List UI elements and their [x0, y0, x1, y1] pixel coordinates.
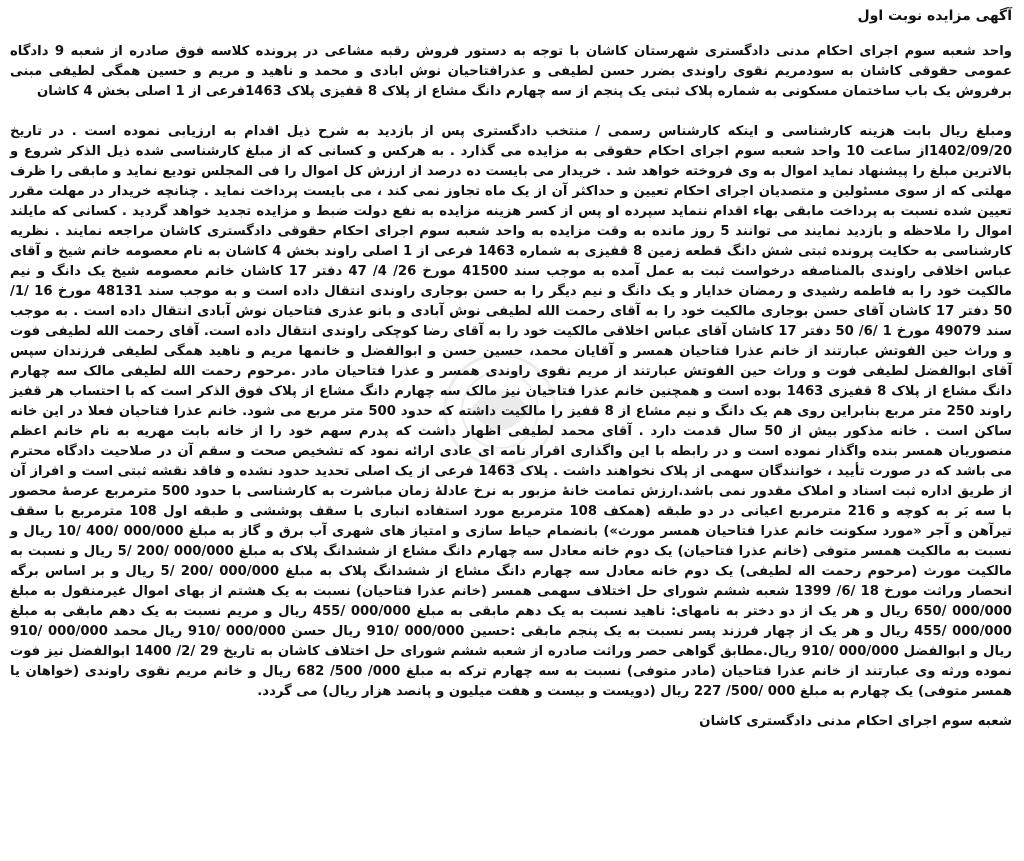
- notice-title: آگهی مزایده نوبت اول: [857, 8, 1012, 24]
- notice-body-paragraph: ومبلغ ریال بابت هزینه کارشناسی و اینکه کارشناس رسمی / منتخب دادگستری پس از بازدید به شرح ذیل اقدام به ارزیابی نموده است . در تاریخ 1402/09/20از ساعت 10 واحد شعبه سوم اجرای احکام حقوقی به مزایده می گذارد . به هرکس و کسانی که از مبلغ کارشناسی شده ذیل الذکر شروع و بالاترین مبلغ را پیشنهاد نماید اموال به وی فروخته خواهد شد . خریدار می بایست ده درصد از ارزش کل اموال را فی المجلس تودیع نماید و مابقی را ظرف مهلتی که از سوی مسئولین و متصدیان اجرای احکام تعیین و حداکثر آن از یک ماه تجاوز نمی کند ، می بایست پرداخت نماید . چنانچه خریدار در مهلت مقرر تعیین شده نسبت به پرداخت مابقی بهاء اقدام ننماید سپرده او پس از کسر هزینه مزایده به نفع دولت ضبط و مزایده تجدید خواهد گردید . کسانی که مایلند اموال را ملاحظه و بازدید نمایند می توانند 5 روز مانده به وقت مزایده به واحد شعبه سوم اجرای احکام حقوقی دادگستری کاشان مراجعه نمایند . نظریه کارشناسی به حکایت پرونده ثبتی شش دانگ قطعه زمین 8 قفیزی به شماره 1463 فرعی از 1 اصلی راوند بخش 4 کاشان به نام معصومه خانم شیخ و آقای عباس اخلاقی راوندی بالمناصفه درخواست ثبت به عمل آمده به موجب سند 41500 مورخ 26/ 4/ 47 دفتر 17 کاشان خانم معصومه شیخ یک دانگ و نیم مالکیت خود را به فاطمه رشیدی و رمضان خدایار و یک دانگ و نیم دیگر را به حسن بوجاری راوندی انتقال داده است و به موجب سند 48131 مورخ 16 /1/ 50 دفتر 17 کاشان آقای حسن بوجاری مالکیت خود را به آقای رحمت الله لطیفی نوش آبادی و بانو عذری فتاحیان نوش آبادی انتقال داده است . به موجب سند 49079 مورخ 1 /6/ 50 دفتر 17 کاشان آقای عباس اخلاقی مالکیت خود را به آقای رضا کوچکی راوندی انتقال داده است. آقای رحمت الله لطیفی فوت و وراث حین الفوتش عبارتند از خانم عذرا فتاحیان همسر و آقایان محمد، حسین حسن و ابوالفضل و خانمها مریم و ناهید همگی لطیفی فرزندان سپس آقای ابوالفضل لطیفی فوت و وراث حین الفوتش عبارتند از مریم نقوی راوندی همسر و عذرا فتاحیان مادر .مرحوم رحمت الله لطیفی مالک سه چهارم دانگ مشاع از پلاک 8 قفیزی 1463 بوده است و همچنین خانم عذرا فتاحیان نیز مالک سه چهارم دانگ مشاع از پلاک فوق الذکر است که با احتساب هر قفیز راوند 250 متر مربع بنابراین روی هم یک دانگ و نیم مشاع از 8 قفیز را مالکیت داشته که حدود 500 متر مربع می شود. خانم عذرا فتاحیان فعلا در این خانه ساکن است . خانه مذکور بیش از 50 سال قدمت دارد . آقای محمد لطیفی اظهار داشت که پدرم سهم خود را از خانه بابت مهریه به نام خانم اعظم منصوریان همسر بنده واگذار نموده است و در رابطه با این واگذاری اقرار نامه ای عادی ارائه نمود که تشخیص صحت و سقم آن در صلاحیت دادگاه محترم می باشد که در صورت تأیید ، خوانندگان سهمی از پلاک نخواهند داشت . پلاک 1463 فرعی از یک اصلی تحدید حدود نشده و فاقد نقشه ثبتی است و افراز آن از طریق اداره ثبت اسناد و املاک مقدور نمی باشد.ارزش تمامت خانهٔ مزبور به نرخ عادلهٔ زمان مباشرت به کارشناسی با حدود 500 مترمربع عرصهٔ محصور با سه بَر به کوچه و 216 مترمربع اعیانی در دو طبقه (همکف 108 مترمربع مورد استفاده انباری با سقف پوششی و طبقه اول 108 مترمربع با سقف تیرآهن و آجر «مورد سکونت خانم عذرا فتاحیان همسر مورث») بانضمام حیاط سازی و امتیاز های شهری آب برق و گاز به مبلغ 000/000 /400 /10 ریال و نسبت به مالکیت همسر متوفی (خانم عذرا فتاحیان) یک دوم خانه معادل سه چهارم دانگ مشاع از ششدانگ پلاک به مبلغ 000/000 /200 /5 ریال و نسبت به مالکیت مورث (مرحوم رحمت اله لطیفی) یک دوم خانه معادل سه چهارم دانگ مشاع از ششدانگ پلاک به مبلغ 000/000 /200 /5 ریال و بر اساس برگه انحصار وراثت مورخ 18 /6/ 1399 شعبه ششم شورای حل اختلاف سهمی همسر (خانم عذرا فتاحیان) نسبت به یک هشتم از بهای اموال غیرمنقول به مبلغ 000/000 /650 ریال و هر یک از دو دختر به نامهای: ناهید نسبت به یک دهم مابقی به مبلغ 000/000 /455 ریال و مریم نسبت به یک دهم مابقی به مبلغ 000/000 /455 ریال و هر یک از چهار فرزند پسر نسبت به یک پنجم مابقی :حسین 000/000 /910 ریال حسن 000/000 /910 ریال محمد 000/000 /910 ریال و ابوالفضل 000/000 /910 ریال.مطابق گواهی حصر وراثت صادره از شعبه ششم شورای حل اختلاف کاشان به تاریخ 29 /2/ 1400 ابوالفضل نیز فوت نموده ورثه وی عبارتند از خانم عذرا فتاحیان (مادر متوفی) نسبت به سه چهارم ترکه به مبلغ 000/ 500/ 682 ریال و خانم مریم نقوی راوندی (خواهان یا همسر متوفی) یک چهارم به مبلغ 000 /500/ 227 ریال (دویست و بیست و هفت میلیون و پانصد هزار ریال) می گردد.: [10, 124, 1013, 699]
- notice-signature: شعبه سوم اجرای احکام مدنی دادگستری کاشان: [699, 714, 1012, 729]
- auction-notice: [8, 6, 1014, 856]
- notice-intro-paragraph: واحد شعبه سوم اجرای احکام مدنی دادگستری شهرستان کاشان با توجه به دستور فروش رقبه مشاعی در پرونده کلاسه فوق صادره از شعبه 9 دادگاه عمومی حقوقی کاشان به سودمریم نقوی راوندی بضرر حسن لطیفی و عذرافتاحیان نوش ابادی و محمد و ناهید و مریم و حسین همگی لطیفی مبنی برفروش یک باب ساختمان مسکونی به شماره پلاک ثبتی یک پنجم از سه چهارم دانگ مشاع از پلاک 8 قفیزی پلاک 1463فرعی از 1 اصلی بخش 4 کاشان: [10, 44, 1012, 99]
